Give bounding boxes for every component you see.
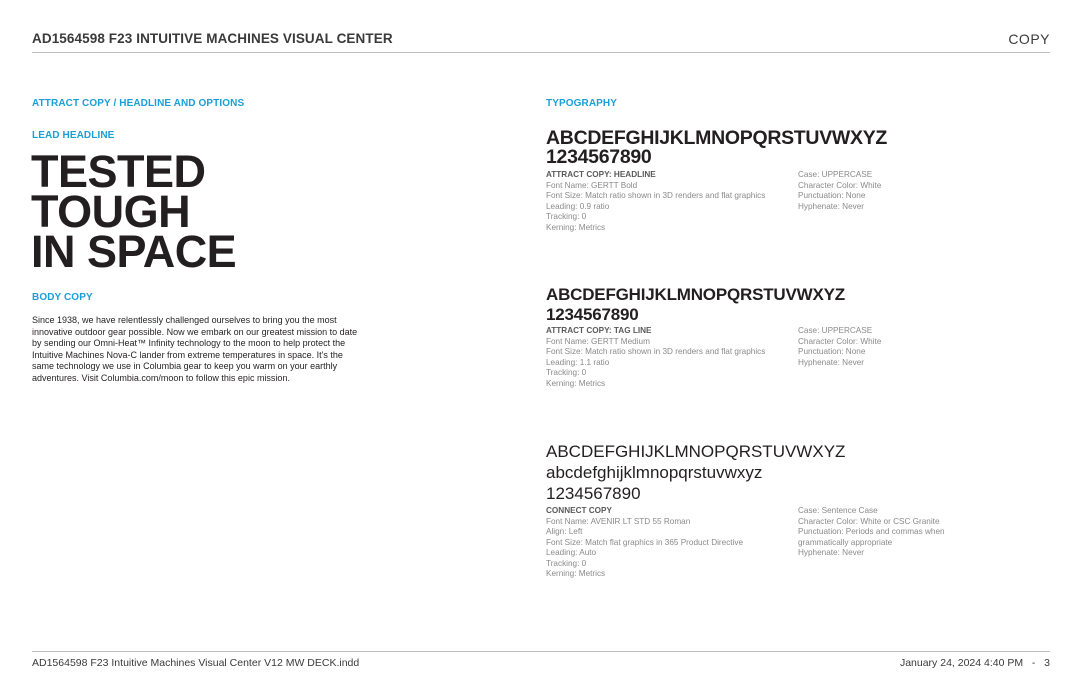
tagline-specs [546, 326, 796, 389]
typography-label: TYPOGRAPHY [546, 98, 618, 109]
footer-filename: AD1564598 F23 Intuitive Machines Visual Center V12 MW DECK.indd [32, 657, 360, 669]
connect-spec-line: Punctuation: Periods and commas when grammatically appropriate [798, 527, 945, 547]
body-copy-text: Since 1938, we have relentlessly challenged ourselves to bring you the most innovative outdoor gear possible. Now we embark on our greatest mission to date by sending our Omni-Heat™ Infinity technology to the moon to help protect the Intuitive Machines Nova-C lander from extreme temperatures in space. It's the same technology we use in Columbia gear to keep you warm on your earthly adventures. Visit Columbia.com/moon to follow this epic mission. [32, 315, 358, 383]
tagline-spec-line: Font Name: GERTT Medium [546, 336, 650, 346]
headline-spec-line: Punctuation: None [798, 191, 866, 200]
lead-headline-label: LEAD HEADLINE [32, 130, 115, 141]
headline-spec-title: ATTRACT COPY: HEADLINE [546, 170, 656, 179]
page-number: 3 [1044, 657, 1050, 669]
connect-spec-line: Kerning: Metrics [546, 569, 606, 578]
tagline-spec-line: Punctuation: None [798, 347, 866, 356]
tagline-sample [546, 285, 845, 324]
headline-sample [546, 129, 887, 167]
headline-spec-line: Hyphenate: Never [798, 201, 864, 211]
headline-sample-upper: ABCDEFGHIJKLMNOPQRSTUVWXYZ [546, 127, 888, 149]
connect-spec-line: Font Size: Match flat graphics in 365 Product Directive [546, 537, 744, 547]
connect-spec-line: Character Color: White or CSC Granite [798, 516, 940, 526]
headline-specs [546, 170, 796, 233]
headline-specs-right [798, 170, 973, 212]
headline-sample-digits: 1234567890 [546, 146, 652, 168]
connect-sample [546, 441, 845, 504]
connect-spec-line: Align: Left [546, 527, 583, 536]
tagline-spec-line: Leading: 1.1 ratio [546, 357, 610, 367]
headline-spec-line: Kerning: Metrics [546, 222, 606, 232]
connect-spec-line: Hyphenate: Never [798, 548, 864, 557]
footer-date: January 24, 2024 4:40 PM [899, 657, 1024, 669]
footer-separator: - [1031, 657, 1036, 669]
connect-spec-line: Tracking: 0 [546, 558, 587, 568]
tagline-spec-line: Kerning: Metrics [546, 378, 606, 388]
tagline-sample-digits: 1234567890 [546, 304, 639, 324]
section-name: COPY [1008, 31, 1050, 47]
headline-spec-line: Tracking: 0 [546, 212, 587, 221]
attract-copy-label: ATTRACT COPY / HEADLINE AND OPTIONS [32, 98, 245, 109]
footer-meta [900, 657, 1050, 669]
footer-divider [32, 651, 1050, 652]
connect-sample-digits: 1234567890 [546, 484, 641, 503]
tagline-spec-title: ATTRACT COPY: TAG LINE [546, 326, 652, 335]
tagline-spec-line: Character Color: White [798, 336, 882, 346]
connect-spec-line: Case: Sentence Case [798, 506, 878, 515]
connect-specs [546, 506, 796, 580]
tagline-spec-line: Case: UPPERCASE [798, 326, 873, 335]
tagline-spec-line: Tracking: 0 [546, 368, 587, 377]
body-copy-label: BODY COPY [32, 292, 93, 303]
headline-spec-line: Leading: 0.9 ratio [546, 201, 610, 211]
headline-spec-line: Font Name: GERTT Bold [546, 180, 638, 190]
tagline-spec-line: Font Size: Match ratio shown in 3D renders and flat graphics [546, 347, 766, 356]
tagline-spec-line: Hyphenate: Never [798, 357, 864, 367]
document-title: AD1564598 F23 INTUITIVE MACHINES VISUAL CENTER [32, 31, 393, 46]
header-divider [32, 52, 1050, 53]
connect-sample-upper: ABCDEFGHIJKLMNOPQRSTUVWXYZ [546, 442, 846, 461]
headline-line-2: TOUGH [31, 186, 191, 237]
tagline-sample-upper: ABCDEFGHIJKLMNOPQRSTUVWXYZ [546, 285, 845, 304]
connect-sample-lower: abcdefghijklmnopqrstuvwxyz [546, 463, 763, 482]
lead-headline [31, 146, 237, 277]
headline-line-3: IN SPACE [31, 226, 237, 277]
headline-line-1: TESTED [31, 146, 206, 197]
headline-spec-line: Case: UPPERCASE [798, 170, 873, 179]
connect-spec-line: Font Name: AVENIR LT STD 55 Roman [546, 516, 691, 526]
headline-spec-line: Character Color: White [798, 180, 882, 190]
connect-spec-line: Leading: Auto [546, 548, 597, 557]
connect-spec-title: CONNECT COPY [546, 506, 612, 515]
headline-spec-line: Font Size: Match ratio shown in 3D renders and flat graphics [546, 191, 766, 200]
connect-specs-right [798, 506, 968, 559]
tagline-specs-right [798, 326, 973, 368]
